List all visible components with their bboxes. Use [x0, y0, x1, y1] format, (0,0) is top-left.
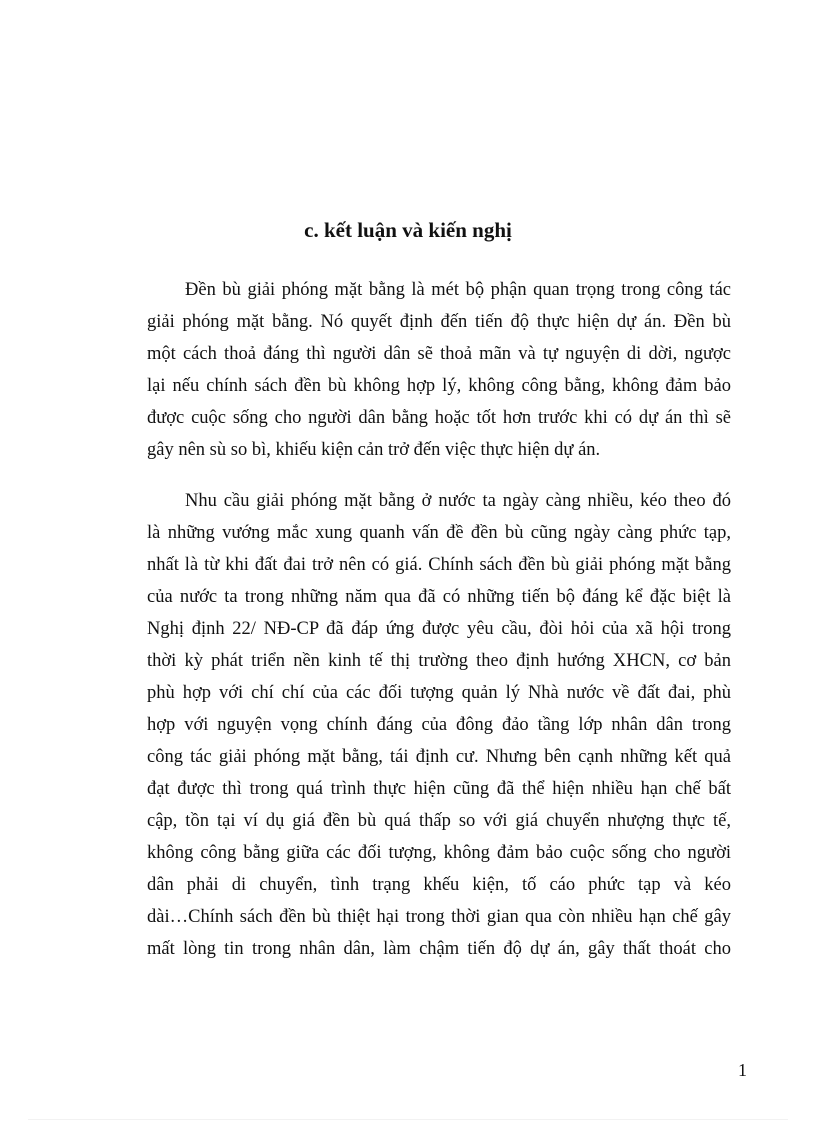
paragraph-line: mất lòng tin trong nhân dân, làm chậm tiến độ dự án, gây thất thoát cho: [147, 939, 731, 959]
paragraph-1: [147, 274, 731, 466]
paragraph-line: công tác giải phóng mặt bằng, tái định cư. Nhưng bên cạnh những kết quả: [147, 747, 731, 767]
paragraph-line: dài…Chính sách đền bù thiệt hại trong thời gian qua còn nhiều hạn chế gây: [147, 907, 731, 927]
paragraph-line: là những vướng mắc xung quanh vấn đề đền bù cũng ngày càng phức tạp,: [147, 523, 731, 543]
page-number: 1: [738, 1060, 747, 1080]
paragraph-2: [147, 485, 731, 965]
paragraph-line: giải phóng mặt bằng. Nó quyết định đến tiến độ thực hiện dự án. Đền bù: [147, 312, 731, 332]
paragraph-line: dân phải di chuyển, tình trạng khếu kiện, tố cáo phức tạp và kéo: [147, 875, 731, 895]
page-title: c. kết luận và kiến nghị: [304, 218, 512, 242]
page-divider: [28, 1119, 788, 1120]
paragraph-line: đạt được thì trong quá trình thực hiện cũng đã thể hiện nhiều hạn chế bất: [147, 779, 731, 799]
paragraph-line: Đền bù giải phóng mặt bằng là mét bộ phận quan trọng trong công tác: [185, 280, 731, 300]
paragraph-line: Nghị định 22/ NĐ-CP đã đáp ứng được yêu cầu, đòi hỏi của xã hội trong: [147, 619, 731, 639]
paragraph-line: Nhu cầu giải phóng mặt bằng ở nước ta ngày càng nhiều, kéo theo đó: [185, 491, 731, 511]
paragraph-line: lại nếu chính sách đền bù không hợp lý, không công bằng, không đảm bảo: [147, 376, 731, 396]
paragraph-line: được cuộc sống cho người dân bằng hoặc tốt hơn trước khi có dự án thì sẽ: [147, 408, 731, 428]
paragraph-line: không công bằng giữa các đối tượng, không đảm bảo cuộc sống cho người: [147, 843, 731, 863]
paragraph-line: nhất là từ khi đất đai trở nên có giá. Chính sách đền bù giải phóng mặt bằng: [147, 555, 731, 575]
paragraph-line: hợp với nguyện vọng chính đáng của đông đảo tầng lớp nhân dân trong: [147, 715, 731, 735]
paragraph-line: cập, tồn tại ví dụ giá đền bù quá thấp so với giá chuyển nhượng thực tế,: [147, 811, 731, 831]
paragraph-line: thời kỳ phát triển nền kinh tế thị trường theo định hướng XHCN, cơ bản: [147, 651, 731, 671]
paragraph-line: một cách thoả đáng thì người dân sẽ thoả mãn và tự nguyện di dời, ngược: [147, 344, 731, 364]
paragraph-line: của nước ta trong những năm qua đã có những tiến bộ đáng kể đặc biệt là: [147, 587, 731, 607]
paragraph-line: gây nên sù so bì, khiếu kiện cản trở đến việc thực hiện dự án.: [147, 440, 601, 460]
paragraph-line: phù hợp với chí chí của các đối tượng quản lý Nhà nước về đất đai, phù: [147, 683, 731, 703]
